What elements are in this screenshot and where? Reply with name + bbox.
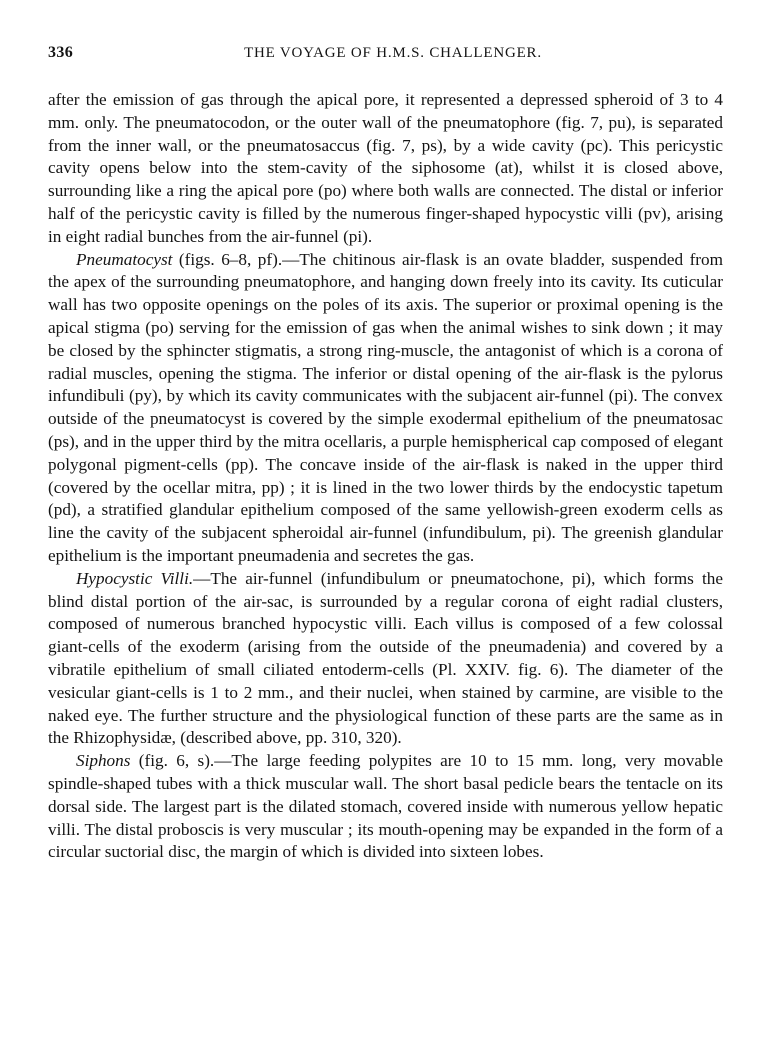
- page-header: [48, 44, 738, 68]
- paragraph-siphons: [48, 750, 723, 864]
- paragraph-lead: Hypocystic Villi.: [76, 568, 194, 588]
- paragraph-text: —The air-funnel (infundibulum or pneumatochone, pi), which forms the blind distal portion of the air-sac, is surrounded by a regular corona of eight radial clusters, composed of numerous branched hypocystic villi. Each villus is composed of a few colossal giant-cells of the exoderm (arising from the outside of the pneumadenia) and covered by a vibratile epithelium of small ciliated entoderm-cells (Pl. XXIV. fig. 6). The diameter of the vesicular giant-cells is 1 to 2 mm., and their nuclei, when stained by carmine, are visible to the naked eye. The further structure and the physiological function of these parts are the same as in the Rhizophysidæ, (described above, pp. 310, 320).: [48, 568, 723, 748]
- page-number: 336: [48, 44, 74, 61]
- paragraph-lead: Siphons: [76, 751, 131, 771]
- paragraph-text: (fig. 6, s).—The large feeding polypites are 10 to 15 mm. long, very movable spindle-shaped tubes with a thick muscular wall. The short basal pedicle bears the tentacle on its dorsal side. The largest part is the dilated stomach, covered inside with numerous yellow hepatic villi. The distal proboscis is very muscular ; its mouth-opening may be expanded in the form of a circular suctorial disc, the margin of which is divided into sixteen lobes.: [48, 751, 723, 862]
- running-title: THE VOYAGE OF H.M.S. CHALLENGER.: [244, 45, 542, 61]
- paragraph-text: after the emission of gas through the apical pore, it represented a depressed spheroid of 3 to 4 mm. only. The pneumatocodon, or the outer wall of the pneumatophore (fig. 7, pu), is separated from the inner wall, or the pneumatosaccus (fig. 7, ps), by a wide cavity (pc). This pericystic cavity opens below into the stem-cavity of the siphosome (at), whilst it is closed above, surrounding like a ring the apical pore (po) where both walls are connected. The distal or inferior half of the pericystic cavity is filled by the numerous finger-shaped hypocystic villi (pv), arising in eight radial bunches from the air-funnel (pi).: [48, 90, 723, 246]
- paragraph-pneumatocyst: [48, 249, 723, 568]
- paragraph-lead: Pneumatocyst: [76, 249, 173, 269]
- paragraph-pneumatophore-continued: [48, 89, 723, 249]
- body-text: [48, 89, 723, 864]
- paragraph-hypocystic-villi: [48, 568, 723, 750]
- paragraph-text: (figs. 6–8, pf).—The chitinous air-flask is an ovate bladder, suspended from the apex of the surrounding pneumatophore, and hanging down freely into its cavity. Its cuticular wall has two opposite openings on the poles of its axis. The superior or proximal opening is the apical stigma (po) serving for the emission of gas when the animal wishes to sink down ; it may be closed by the sphincter stigmatis, a strong ring-muscle, the antagonist of which is a corona of radial muscles, opening the stigma. The inferior or distal opening of the air-flask is the pylorus infundibuli (py), by which its cavity communicates with the subjacent air-funnel (pi). The convex outside of the pneumatocyst is covered by the simple exodermal epithelium of the pneumatosac (ps), and in the upper third by the mitra ocellaris, a purple hemispherical cap composed of elegant polygonal pigment-cells (pp). The concave inside of the air-flask is naked in the upper third (covered by the ocellar mitra, pp) ; it is lined in the two lower thirds by the endocystic tapetum (pd), a stratified glandular epithelium composed of the same yellowish-green exoderm cells as line the cavity of the subjacent spheroidal air-funnel (infundibulum, pi). The greenish glandular epithelium is the important pneumadenia and secretes the gas.: [48, 249, 723, 565]
